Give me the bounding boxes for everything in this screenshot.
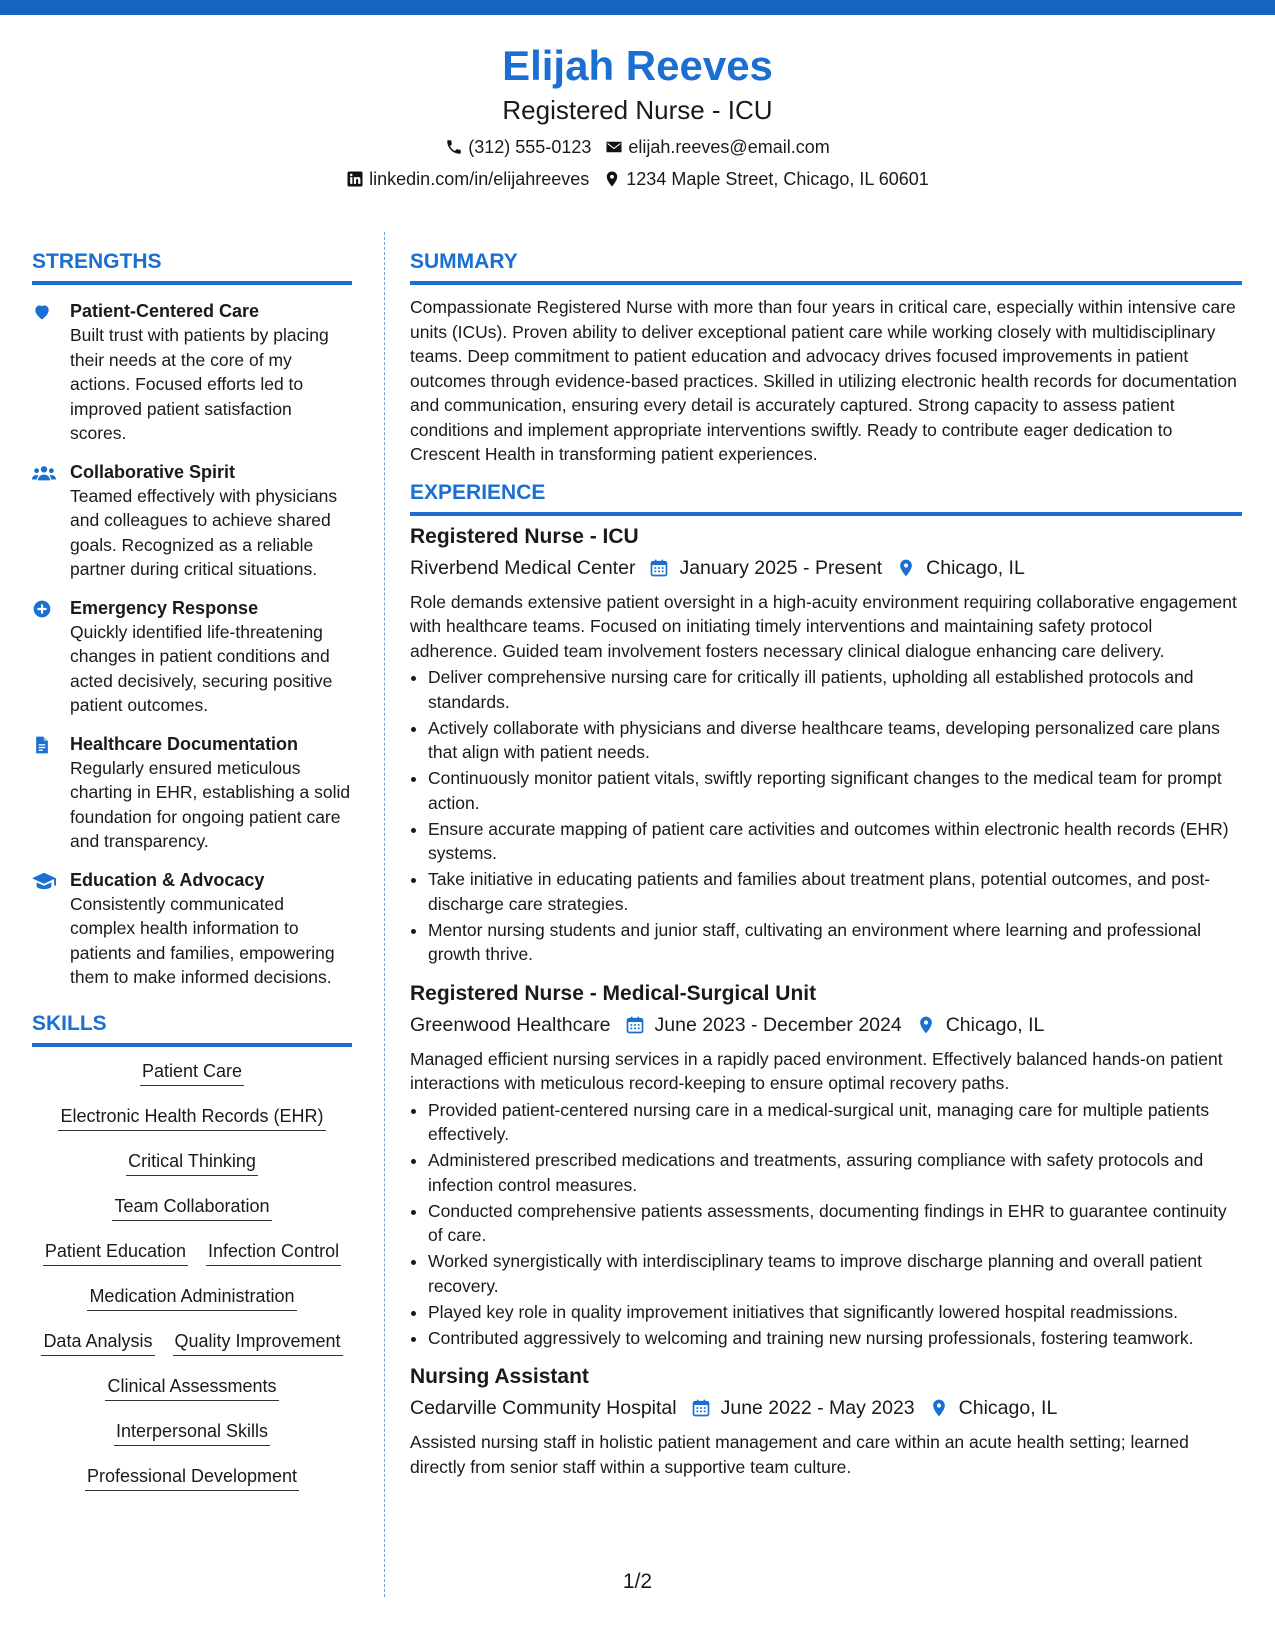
calendar-icon [649, 558, 669, 578]
users-icon [32, 463, 56, 483]
bullet-item: • Mentor nursing students and junior staff, cultivating an environment where learning and professional growth thrive. [428, 918, 1242, 967]
job-entry [410, 979, 1242, 1351]
job-location: Chicago, IL [958, 1397, 1058, 1419]
job-company: Greenwood Healthcare [410, 1013, 611, 1036]
strength-item [32, 596, 352, 718]
job-bullets [410, 665, 1242, 967]
strengths-section [32, 248, 352, 990]
calendar-icon [691, 1398, 711, 1418]
skill-tag: Critical Thinking [126, 1149, 258, 1176]
summary-title: SUMMARY [410, 250, 518, 273]
job-title: Nursing Assistant [410, 1365, 589, 1388]
contact-line-2 [0, 167, 1275, 191]
bullet-item: • Continuously monitor patient vitals, swiftly reporting significant changes to the medical team for prompt action. [428, 766, 1242, 815]
address-text: 1234 Maple Street, Chicago, IL 60601 [626, 169, 929, 189]
linkedin-text: linkedin.com/in/elijahreeves [369, 169, 590, 189]
contact-line-1 [0, 135, 1275, 159]
strength-item [32, 460, 352, 582]
strength-title: Healthcare Documentation [70, 733, 299, 754]
left-column [32, 248, 352, 1509]
envelope-icon [605, 138, 623, 156]
right-column [410, 248, 1242, 1479]
bullet-item: • Deliver comprehensive nursing care for critically ill patients, upholding all established protocols and standards. [428, 665, 1242, 714]
job-location: Chicago, IL [926, 556, 1025, 579]
skill-tag: Patient Care [140, 1059, 244, 1086]
section-rule [32, 281, 352, 285]
strength-title: Emergency Response [70, 597, 259, 618]
map-pin-icon [916, 1015, 936, 1035]
section-rule [410, 281, 1242, 285]
linkedin-icon [346, 170, 364, 188]
section-rule [32, 1043, 352, 1047]
skill-tag: Professional Development [85, 1464, 299, 1491]
experience-title: EXPERIENCE [410, 480, 546, 504]
phone-item[interactable] [445, 135, 591, 159]
skill-tag: Infection Control [206, 1239, 341, 1266]
job-location: Chicago, IL [945, 1013, 1045, 1036]
skill-tag: Patient Education [43, 1239, 188, 1266]
page-number: 1/2 [622, 1570, 653, 1593]
map-pin-icon [929, 1398, 949, 1418]
heart-icon [32, 302, 52, 322]
skill-tag: Quality Improvement [173, 1329, 343, 1356]
job-entry [410, 522, 1242, 967]
strength-desc: Quickly identified life-threatening changes in patient conditions and acted decisively, securing positive patient outcomes. [70, 621, 333, 715]
experience-section [410, 479, 1242, 1480]
job-dates: January 2025 - Present [679, 556, 883, 579]
job-description: Assisted nursing staff in holistic patient management and care within an acute health setting; learned directly from senior staff within a supportive team culture. [410, 1432, 1189, 1477]
calendar-icon [625, 1015, 645, 1035]
skill-tag: Medication Administration [87, 1284, 296, 1311]
skill-tag: Electronic Health Records (EHR) [58, 1104, 325, 1131]
job-entry [410, 1362, 1242, 1479]
job-meta [410, 1394, 1242, 1422]
bullet-item: • Actively collaborate with physicians and diverse healthcare teams, developing personalized care plans that align with patient needs. [428, 716, 1242, 765]
bullet-item: • Take initiative in educating patients and families about treatment plans, potential outcomes, and post-discharge care strategies. [428, 867, 1242, 916]
skill-tag: Interpersonal Skills [114, 1419, 270, 1446]
skill-tag: Team Collaboration [112, 1194, 271, 1221]
strength-title: Education & Advocacy [70, 869, 265, 890]
skills-list [32, 1059, 352, 1509]
job-description: Managed efficient nursing services in a rapidly paced environment. Effectively balanced hands-on patient interactions with meticulous record-keeping to ensure optimal recovery paths. [410, 1048, 1223, 1093]
job-dates: June 2023 - December 2024 [654, 1013, 902, 1036]
email-text: elijah.reeves@email.com [628, 137, 830, 157]
job-title: Registered Nurse - Medical-Surgical Unit [410, 981, 817, 1005]
strength-item [32, 732, 352, 854]
summary-section [410, 248, 1242, 467]
bullet-item: • Administered prescribed medications and treatments, assuring compliance with safety protocols and infection control measures. [428, 1148, 1242, 1197]
phone-text: (312) 555-0123 [468, 137, 592, 157]
plus-circle-icon [32, 599, 52, 619]
phone-icon [445, 138, 463, 156]
graduation-cap-icon [32, 871, 56, 891]
strength-desc: Regularly ensured meticulous charting in EHR, establishing a solid foundation for ongoing patient care and transparency. [70, 757, 351, 851]
map-pin-icon [603, 170, 621, 188]
summary-text: Compassionate Registered Nurse with more than four years in critical care, especially within intensive care units (ICUs). Proven ability to deliver exceptional patient care while working closely with multidisciplinary teams. Deep commitment to patient education and advocacy drives focused improvements in patient outcomes through evidence-based practices. Skilled in utilizing electronic health records for documentation and communication, ensuring every detail is accurately captured. Strong capacity to assess patient conditions and implement appropriate interventions swiftly. Ready to contribute eager dedication to Crescent Health in transforming patient experiences. [410, 297, 1237, 464]
strength-item [32, 868, 352, 990]
job-description: Role demands extensive patient oversight in a high-acuity environment requiring collaborative engagement with healthcare teams. Focused on initiating timely interventions and maintaining safety protocol adherence. Guided team involvement fosters necessary clinical dialogue enhancing care delivery. [410, 591, 1237, 661]
strength-item [32, 299, 352, 446]
skill-tag: Clinical Assessments [105, 1374, 278, 1401]
job-dates: June 2022 - May 2023 [720, 1397, 915, 1419]
email-item[interactable] [605, 135, 829, 159]
job-meta [410, 1011, 1242, 1039]
strength-desc: Built trust with patients by placing their needs at the core of my actions. Focused efforts led to improved patient satisfaction scores. [70, 325, 329, 443]
skill-tag: Data Analysis [41, 1329, 154, 1356]
strength-title: Patient-Centered Care [70, 301, 260, 321]
job-bullets [410, 1098, 1242, 1351]
bullet-item: • Contributed aggressively to welcoming and training new nursing professionals, fostering teamwork. [428, 1326, 1242, 1351]
section-rule [410, 512, 1242, 516]
strength-desc: Teamed effectively with physicians and colleagues to achieve shared goals. Recognized as a reliable partner during critical situations. [70, 485, 338, 579]
job-meta [410, 554, 1242, 582]
job-company: Cedarville Community Hospital [410, 1397, 677, 1419]
strength-desc: Consistently communicated complex health information to patients and families, empowering them to make informed decisions. [70, 893, 335, 987]
skills-title: SKILLS [32, 1011, 107, 1035]
skills-section [32, 1010, 352, 1509]
top-accent-bar [0, 0, 1275, 15]
bullet-item: • Played key role in quality improvement initiatives that significantly lowered hospital readmissions. [428, 1300, 1242, 1325]
bullet-item: • Ensure accurate mapping of patient care activities and outcomes within electronic health records (EHR) systems. [428, 817, 1242, 866]
document-icon [32, 735, 52, 755]
map-pin-icon [896, 558, 916, 578]
candidate-role: Registered Nurse - ICU [502, 95, 773, 125]
job-title: Registered Nurse - ICU [410, 524, 639, 548]
candidate-name: Elijah Reeves [502, 42, 773, 89]
strength-title: Collaborative Spirit [70, 461, 236, 482]
job-company: Riverbend Medical Center [410, 556, 636, 579]
bullet-item: • Worked synergistically with interdisciplinary teams to improve discharge planning and overall patient recovery. [428, 1249, 1242, 1298]
strengths-title: STRENGTHS [32, 250, 162, 273]
bullet-item: • Provided patient-centered nursing care in a medical-surgical unit, managing care for multiple patients effectively. [428, 1098, 1242, 1147]
address-item [603, 167, 929, 191]
linkedin-item[interactable] [346, 167, 589, 191]
bullet-item: • Conducted comprehensive patients assessments, documenting findings in EHR to guarantee continuity of care. [428, 1199, 1242, 1248]
column-divider [384, 232, 385, 1597]
resume-header [0, 40, 1275, 191]
